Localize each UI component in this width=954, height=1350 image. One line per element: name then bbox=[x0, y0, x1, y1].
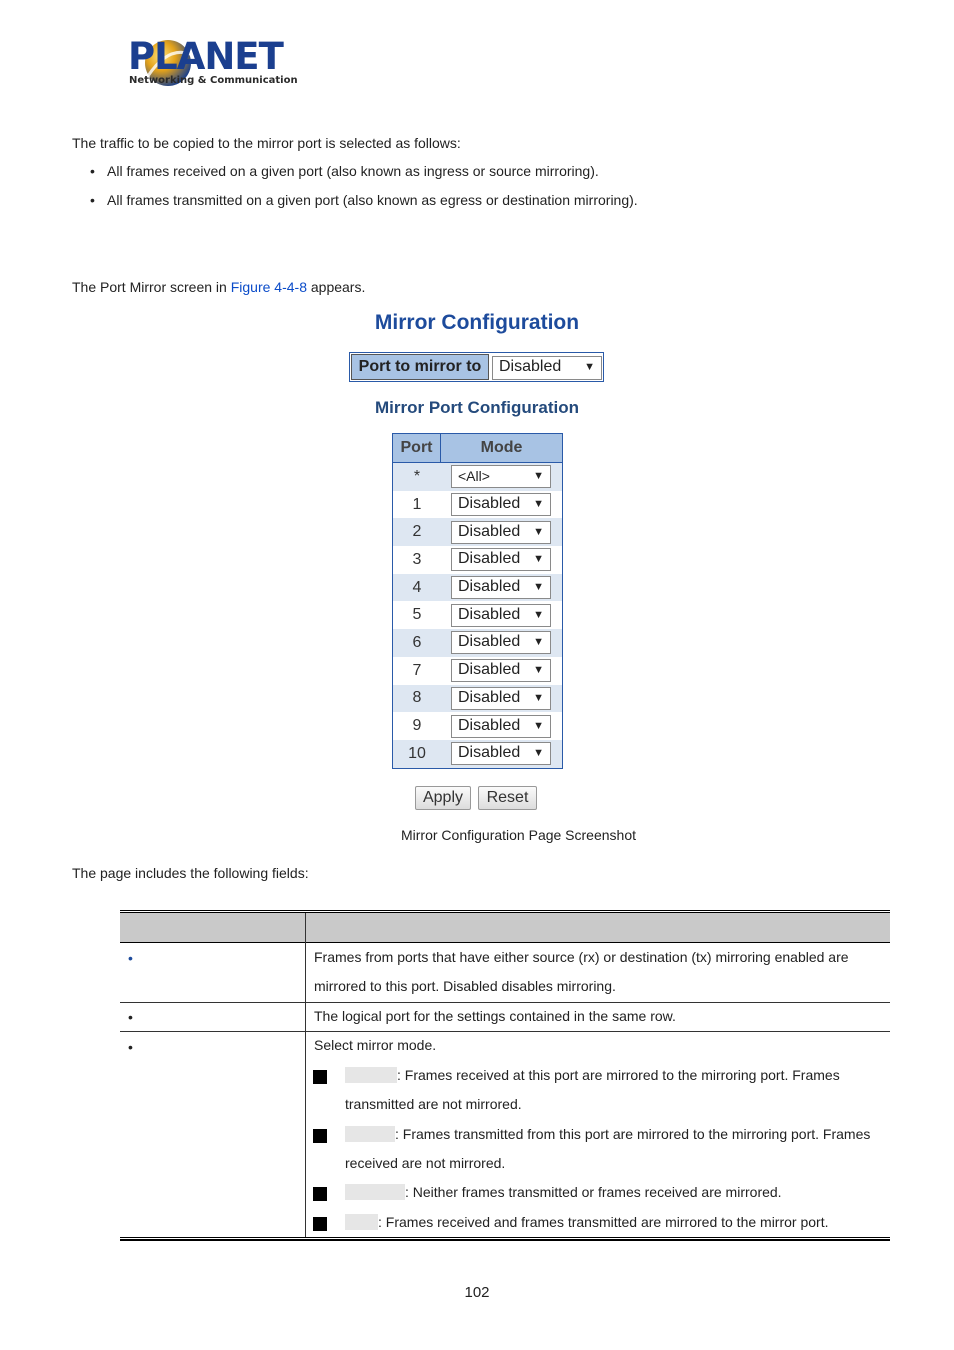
figure-link[interactable]: Figure 4-4-8 bbox=[230, 279, 307, 295]
chevron-down-icon: ▼ bbox=[533, 691, 544, 704]
page-number: 102 bbox=[464, 1284, 490, 1301]
row-bullet: • bbox=[128, 950, 133, 966]
chevron-down-icon: ▼ bbox=[533, 581, 544, 594]
apply-button[interactable]: Apply bbox=[415, 786, 471, 810]
intro-bullet-2: All frames transmitted on a given port (also known as egress or destination mirroring). bbox=[107, 192, 638, 208]
table-row bbox=[393, 463, 562, 491]
table-row bbox=[393, 712, 562, 740]
mode-select[interactable] bbox=[451, 631, 551, 654]
field-desc-mirror-port-1: Frames from ports that have either source (rx) or destination (tx) mirroring enabled are bbox=[314, 949, 849, 965]
chevron-down-icon: ▼ bbox=[533, 719, 544, 732]
brand-name: PLANET bbox=[128, 35, 283, 78]
table-row bbox=[393, 601, 562, 629]
port-number: 7 bbox=[412, 661, 422, 679]
mode-value: Disabled bbox=[458, 744, 521, 762]
port-number: 2 bbox=[412, 523, 422, 541]
bullet-dot: • bbox=[90, 192, 95, 208]
port-number: 5 bbox=[412, 606, 422, 624]
chevron-down-icon: ▼ bbox=[533, 664, 544, 677]
header-mode: Mode bbox=[480, 439, 523, 456]
reset-button[interactable]: Reset bbox=[478, 786, 537, 810]
mirror-port-table bbox=[392, 433, 563, 769]
chevron-down-icon: ▼ bbox=[584, 361, 595, 373]
port-number: 8 bbox=[412, 689, 422, 707]
mode-disabled-desc: : Neither frames transmitted or frames received are mirrored. bbox=[345, 1178, 782, 1207]
mode-tx-desc-2: received are not mirrored. bbox=[345, 1155, 506, 1171]
square-bullet-icon bbox=[313, 1129, 327, 1143]
fields-table-header bbox=[120, 913, 890, 943]
mode-value: <All> bbox=[458, 468, 490, 485]
intro-bullet-1: All frames received on a given port (also known as ingress or source mirroring). bbox=[107, 163, 599, 179]
chevron-down-icon: ▼ bbox=[533, 470, 544, 483]
mode-select[interactable] bbox=[451, 521, 551, 544]
column-divider bbox=[305, 913, 306, 1238]
chevron-down-icon: ▼ bbox=[533, 498, 544, 511]
chevron-down-icon: ▼ bbox=[533, 525, 544, 538]
field-desc-mirror-port-2: mirrored to this port. Disabled disables mirroring. bbox=[314, 978, 616, 994]
port-number: 4 bbox=[412, 578, 422, 596]
table-row bbox=[393, 685, 562, 713]
row-bullet: • bbox=[128, 1039, 133, 1055]
mode-select[interactable] bbox=[451, 576, 551, 599]
port-number: 1 bbox=[412, 495, 422, 513]
table-row bbox=[393, 629, 562, 657]
mode-value: Disabled bbox=[458, 661, 521, 679]
chevron-down-icon: ▼ bbox=[533, 636, 544, 649]
header-port: Port bbox=[393, 434, 441, 462]
square-bullet-icon bbox=[313, 1217, 327, 1231]
mode-enabled-desc: : Frames received and frames transmitted are mirrored to the mirror port. bbox=[345, 1208, 828, 1237]
mode-select[interactable] bbox=[451, 493, 551, 516]
mode-select[interactable] bbox=[451, 715, 551, 738]
row-divider bbox=[120, 1031, 890, 1032]
mode-rx-desc-2: transmitted are not mirrored. bbox=[345, 1096, 522, 1112]
table-row bbox=[393, 574, 562, 602]
row-bullet: • bbox=[128, 1009, 133, 1025]
chevron-down-icon: ▼ bbox=[533, 608, 544, 621]
table-row bbox=[393, 491, 562, 519]
chevron-down-icon: ▼ bbox=[533, 747, 544, 760]
table-row bbox=[393, 657, 562, 685]
fields-intro: The page includes the following fields: bbox=[72, 865, 309, 881]
mode-value: Disabled bbox=[458, 716, 521, 734]
bullet-dot: • bbox=[90, 163, 95, 179]
figure-reference bbox=[72, 279, 365, 295]
mode-value: Disabled bbox=[458, 550, 521, 568]
table-row bbox=[393, 740, 562, 768]
port-to-mirror-select[interactable] bbox=[492, 356, 602, 380]
port-to-mirror-value: Disabled bbox=[499, 358, 562, 375]
field-desc-mode-intro: Select mirror mode. bbox=[314, 1037, 437, 1053]
port-to-mirror-label: Port to mirror to bbox=[351, 354, 489, 380]
square-bullet-icon bbox=[313, 1070, 327, 1084]
mode-value: Disabled bbox=[458, 633, 521, 651]
mode-value: Disabled bbox=[458, 578, 521, 596]
brand-tagline: Networking & Communication bbox=[129, 75, 298, 86]
chevron-down-icon: ▼ bbox=[533, 553, 544, 566]
mode-tx-desc-1: : Frames transmitted from this port are mirrored to the mirroring port. Frames bbox=[345, 1120, 870, 1149]
mode-value: Disabled bbox=[458, 688, 521, 706]
mode-select[interactable] bbox=[451, 465, 551, 488]
mode-select[interactable] bbox=[451, 659, 551, 682]
port-number: 6 bbox=[412, 633, 422, 651]
table-bottom-rule bbox=[120, 1237, 890, 1241]
intro-lead: The traffic to be copied to the mirror port is selected as follows: bbox=[72, 135, 461, 151]
port-number: 9 bbox=[412, 717, 422, 735]
port-number: 10 bbox=[408, 744, 426, 762]
field-desc-port: The logical port for the settings contained in the same row. bbox=[314, 1008, 676, 1024]
mode-value: Disabled bbox=[458, 605, 521, 623]
figure-caption: Mirror Configuration Page Screenshot bbox=[401, 827, 637, 843]
mode-select[interactable] bbox=[451, 687, 551, 710]
mode-select[interactable] bbox=[451, 548, 551, 571]
mode-select[interactable] bbox=[451, 604, 551, 627]
figure-ref-prefix: The Port Mirror screen in bbox=[72, 279, 231, 295]
table-header bbox=[393, 434, 562, 463]
table-row bbox=[393, 518, 562, 546]
table-row bbox=[393, 546, 562, 574]
mode-value: Disabled bbox=[458, 495, 521, 513]
square-bullet-icon bbox=[313, 1187, 327, 1201]
figure-ref-suffix: appears. bbox=[306, 279, 366, 295]
port-number: * bbox=[413, 467, 421, 485]
port-number: 3 bbox=[412, 550, 422, 568]
mode-rx-desc-1: : Frames received at this port are mirrored to the mirroring port. Frames bbox=[345, 1061, 840, 1090]
mode-select[interactable] bbox=[451, 742, 551, 765]
mirror-port-config-title: Mirror Port Configuration bbox=[375, 398, 579, 417]
mirror-config-title: Mirror Configuration bbox=[374, 311, 580, 334]
mode-value: Disabled bbox=[458, 522, 521, 540]
